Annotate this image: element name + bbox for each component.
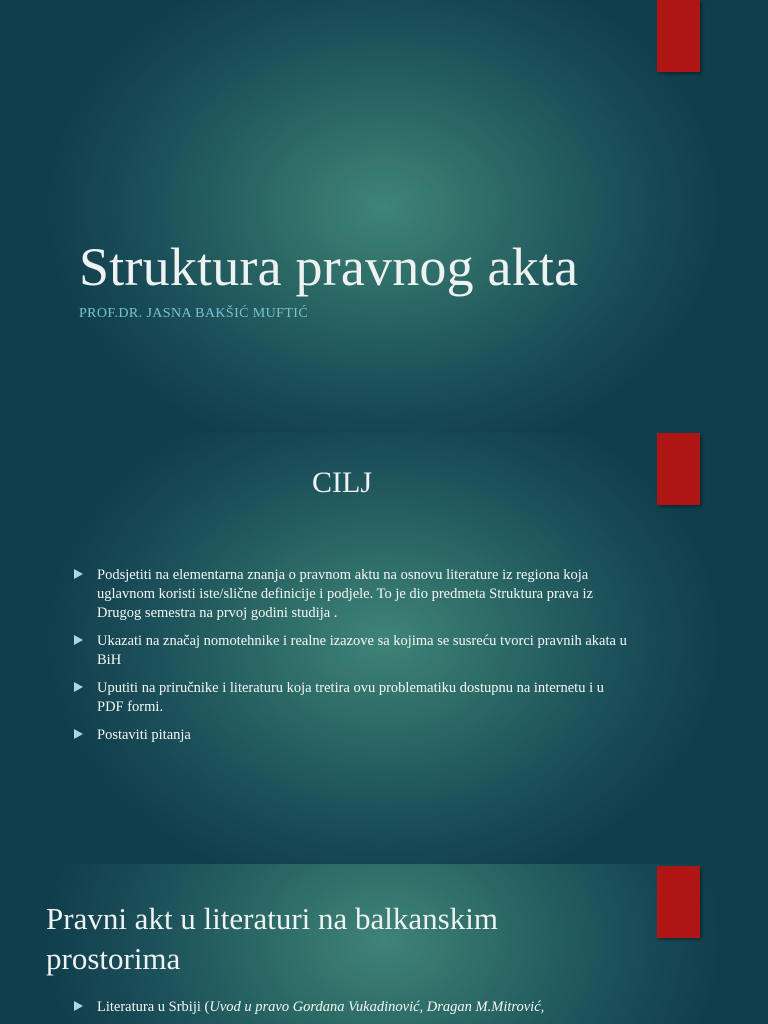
slide-accent-bar (657, 866, 700, 938)
bullet-arrow-icon (74, 729, 83, 739)
presentation-title: Struktura pravnog akta (79, 237, 579, 297)
bullet-arrow-icon (74, 569, 83, 579)
bullet-text: Podsjetiti na elementarna znanja o pravnom aktu na osnovu literature iz regiona koja uglavnom koristi iste/slične definicije i podjele. To je dio predmeta Struktura prava iz Drugog semestra na prvoj godini studija . (97, 567, 594, 621)
presentation-author: PROF.DR. JASNA BAKŠIĆ MUFTIĆ (79, 306, 309, 321)
bullet-text: Literatura u Srbiji ( (97, 999, 210, 1015)
bullet-item (74, 998, 634, 1017)
bullet-arrow-icon (74, 1001, 83, 1011)
slide-title (0, 0, 768, 432)
bullet-item (74, 566, 634, 623)
bullet-text: Postaviti pitanja (97, 727, 191, 743)
slide-heading: CILJ (312, 466, 372, 499)
bullet-text-italic: Uvod u pravo Gordana Vukadinović, Dragan M.Mitrović, (209, 999, 545, 1015)
slide-literatura (0, 864, 768, 1024)
slide-heading: Pravni akt u literaturi na balkanskim prostorima (46, 901, 498, 976)
bullet-item (74, 632, 634, 670)
bullet-list (74, 998, 634, 1024)
slide-cilj (0, 432, 768, 864)
bullet-item (74, 726, 634, 745)
bullet-list (74, 566, 634, 754)
bullet-text: Ukazati na značaj nomotehnike i realne izazove sa kojima se susreću tvorci pravnih akata u BiH (97, 633, 627, 668)
bullet-arrow-icon (74, 682, 83, 692)
slide-accent-bar (657, 0, 700, 72)
bullet-text: Uputiti na priručnike i literaturu koja tretira ovu problematiku dostupnu na internetu i u PDF formi. (97, 680, 604, 715)
bullet-item (74, 679, 634, 717)
bullet-arrow-icon (74, 635, 83, 645)
